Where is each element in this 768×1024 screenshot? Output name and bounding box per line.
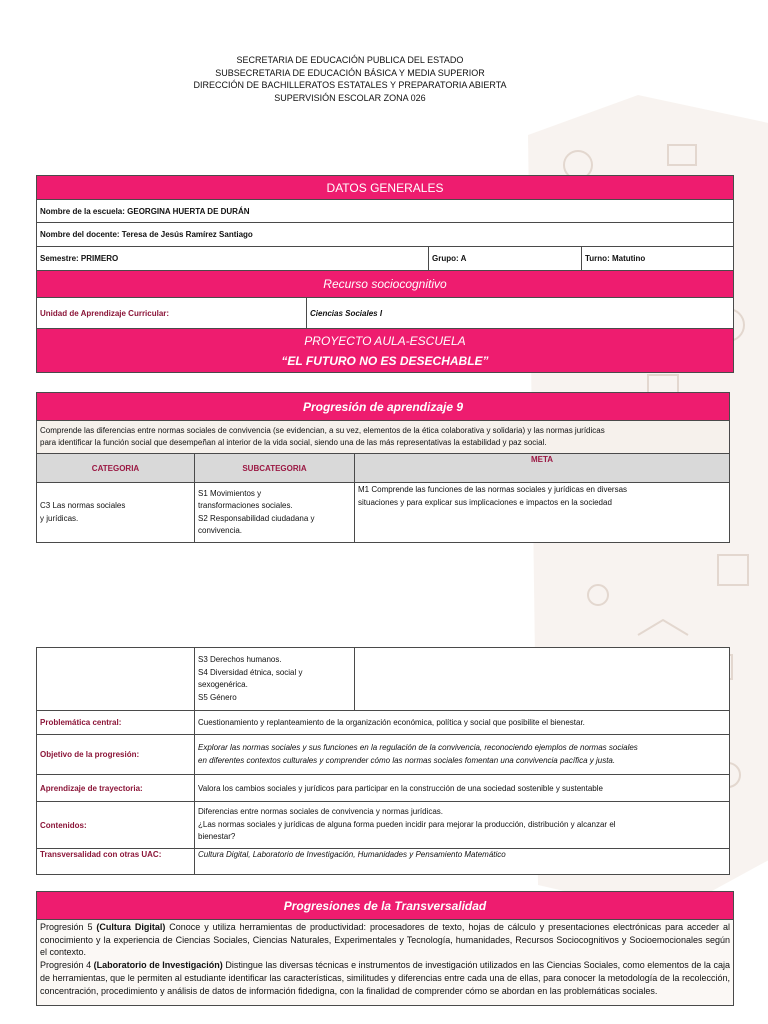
contenidos-label: Contenidos:	[37, 802, 195, 849]
progresion-description-line: para identificar la función social que desempeñan al interior de la vida social, siendo una de las más representativas la estabilidad y paz social.	[40, 438, 547, 447]
col-meta: META	[355, 454, 730, 483]
progresion-title: Progresión de aprendizaje 9	[37, 393, 730, 421]
categoria-line: y jurídicas.	[40, 513, 79, 523]
col-categoria: CATEGORIA	[37, 454, 195, 483]
institution-header	[0, 54, 700, 104]
uac-label: Unidad de Aprendizaje Curricular:	[37, 298, 307, 329]
objetivo-label: Objetivo de la progresión:	[37, 735, 195, 775]
header-line: DIRECCIÓN DE BACHILLERATOS ESTATALES Y PREPARATORIA ABIERTA	[193, 80, 507, 90]
group: Grupo: A	[429, 247, 582, 271]
progresion-description	[37, 421, 730, 454]
contenidos-line: bienestar?	[198, 832, 236, 842]
meta-cell	[355, 483, 730, 543]
contenidos-line: ¿Las normas sociales y jurídicas de alguna forma pueden incidir para mejorar la producción, distribución y alcanzar el	[198, 819, 616, 829]
header-line: SUPERVISIÓN ESCOLAR ZONA 026	[274, 92, 426, 103]
transversalidad-body	[37, 920, 734, 1006]
proyecto-title: PROYECTO AULA-ESCUELA	[304, 333, 466, 348]
problematica-value: Cuestionamiento y replanteamiento de la organización económica, política y social que posibilite el bienestar.	[195, 711, 730, 735]
shift: Turno: Matutino	[582, 247, 734, 271]
contenidos-value	[195, 802, 730, 849]
progresion-5-prefix: Progresión 5	[40, 922, 97, 932]
progresion-table	[36, 392, 730, 543]
subcategoria-line: S4 Diversidad étnica, social y	[198, 667, 303, 677]
datos-generales-table	[36, 175, 734, 373]
transversalidad-title: Progresiones de la Transversalidad	[37, 892, 734, 920]
transversalidad-value: Cultura Digital, Laboratorio de Investigación, Humanidades y Pensamiento Matemático	[195, 849, 730, 875]
recurso-title: Recurso sociocognitivo	[37, 271, 734, 298]
progresion-4-uac: (Laboratorio de Investigación)	[93, 960, 223, 971]
subcategoria-line: S3 Derechos humanos.	[198, 655, 282, 664]
progresion-detalle-table	[36, 647, 730, 875]
proyecto-name: “EL FUTURO NO ES DESECHABLE”	[281, 353, 489, 368]
progresion-5-paragraph	[40, 921, 730, 959]
meta-line: M1 Comprende las funciones de las normas sociales y jurídicas en diversas	[358, 485, 628, 494]
objetivo-value	[195, 735, 730, 775]
header-line: SECRETARIA DE EDUCACIÓN PUBLICA DEL ESTADO	[236, 55, 464, 65]
subcategoria-line: S2 Responsabilidad ciudadana y	[198, 513, 315, 523]
subcategoria-line: convivencia.	[198, 526, 243, 535]
aprendizaje-label: Aprendizaje de trayectoria:	[37, 775, 195, 802]
school-name: Nombre de la escuela: GEORGINA HUERTA DE DURÁN	[37, 200, 734, 223]
datos-generales-title: DATOS GENERALES	[37, 176, 734, 200]
aprendizaje-value: Valora los cambios sociales y jurídicos para participar en la construcción de una sociedad sostenible y sustentable	[195, 775, 730, 802]
subcategoria-line: sexogenérica.	[198, 680, 248, 689]
subcategoria-continued-cell	[195, 648, 355, 711]
categoria-line: C3 Las normas sociales	[40, 501, 126, 510]
progresion-4-text: Distingue las diversas técnicas e instrumentos de investigación utilizados en las Ciencias Sociales, como elementos de la caja de herramientas, que le permiten al estudiante identificar las características, similitudes y diferencias entre cada una de ellas, para conocer la metodología de la recolección, concentración, procedimiento y análisis de datos de información fidedigna, con la finalidad de comprender cómo se abordan en las problemáticas sociales.	[40, 960, 730, 996]
proyecto-banner	[37, 329, 734, 373]
progresion-4-paragraph	[40, 959, 730, 997]
problematica-label: Problemática central:	[37, 711, 195, 735]
progresion-5-text: Conoce y utiliza herramientas de productividad: procesadores de texto, hojas de cálculo y presentaciones electrónicas para acceder al conocimiento y la experiencia de Ciencias Sociales, Ciencias Naturales, Experimentales y Tecnología, humanidades, Recursos Sociocognitivos y Socioemocionales según el contexto.	[40, 922, 730, 958]
progresion-4-prefix: Progresión 4	[40, 960, 94, 971]
contenidos-line: Diferencias entre normas sociales de convivencia y normas jurídicas.	[198, 807, 443, 817]
uac-value: Ciencias Sociales I	[307, 298, 734, 329]
meta-empty-cell	[355, 648, 730, 711]
meta-line: situaciones y para explicar sus implicaciones e impactos en la sociedad	[358, 497, 612, 507]
col-subcategoria: SUBCATEGORIA	[195, 454, 355, 483]
objetivo-line: Explorar las normas sociales y sus funciones en la regulación de la convivencia, reconociendo ejemplos de normas sociales	[198, 743, 638, 752]
subcategoria-line: transformaciones sociales.	[198, 501, 293, 510]
categoria-cell	[37, 483, 195, 543]
subcategoria-line: S5 Género	[198, 692, 237, 702]
semester: Semestre: PRIMERO	[37, 247, 429, 271]
progresion-description-line: Comprende las diferencias entre normas sociales de convivencia (se evidencian, a su vez, elementos de la ética colaborativa y solidaria) y las normas jurídicas	[40, 425, 605, 435]
objetivo-line: en diferentes contextos culturales y comprender cómo las normas sociales fomentan una convivencia pacífica y justa.	[198, 755, 616, 765]
subcategoria-line: S1 Movimientos y	[198, 488, 262, 498]
transversalidad-label: Transversalidad con otras UAC:	[37, 849, 195, 875]
progresion-5-uac: (Cultura Digital)	[96, 922, 166, 932]
transversalidad-table	[36, 891, 734, 1006]
categoria-empty-cell	[37, 648, 195, 711]
subcategoria-cell	[195, 483, 355, 543]
header-line: SUBSECRETARIA DE EDUCACIÓN BÁSICA Y MEDIA SUPERIOR	[215, 67, 485, 78]
teacher-name: Nombre del docente: Teresa de Jesús Ramírez Santiago	[37, 223, 734, 247]
